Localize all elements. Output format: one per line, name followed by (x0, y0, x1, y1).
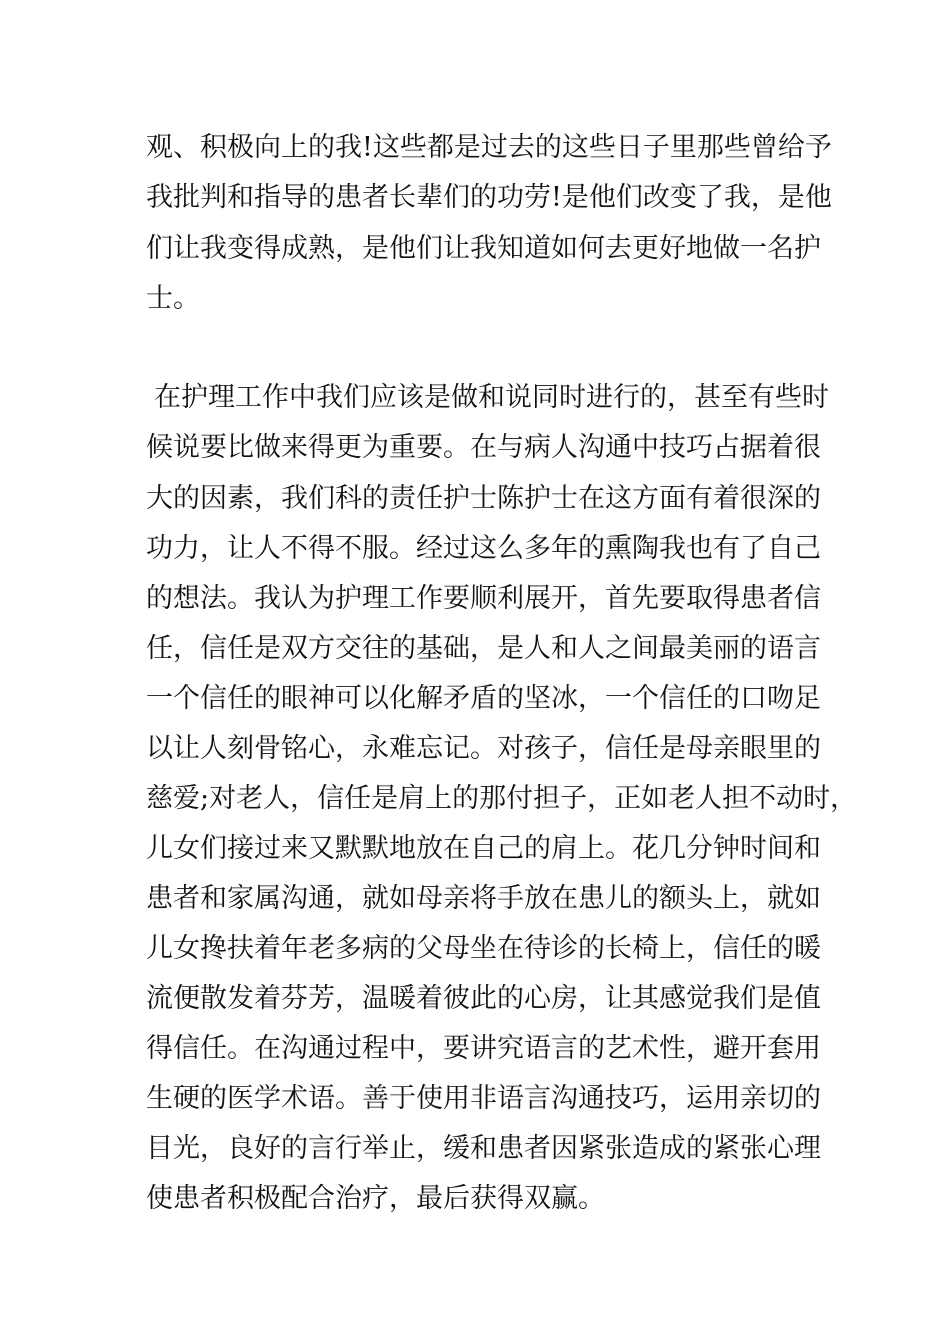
text-line: 大的因素，我们科的责任护士陈护士在这方面有着很深的 (146, 483, 821, 514)
text-line: 得信任。在沟通过程中，要讲究语言的艺术性，避开套用 (146, 1033, 821, 1064)
text-line: 功力，让人不得不服。经过这么多年的熏陶我也有了自己 (146, 533, 821, 564)
text-line: 患者和家属沟通，就如母亲将手放在患儿的额头上，就如 (146, 883, 821, 914)
text-line: 我批判和指导的患者长辈们的功劳!是他们改变了我，是他 (146, 182, 832, 213)
text-line: 的想法。我认为护理工作要顺利展开，首先要取得患者信 (146, 583, 821, 614)
text-line: 观、积极向上的我!这些都是过去的这些日子里那些曾给予 (146, 132, 832, 163)
text-line: 以让人刻骨铭心，永难忘记。对孩子，信任是母亲眼里的 (146, 733, 821, 764)
text-line: 在护理工作中我们应该是做和说同时进行的，甚至有些时 (154, 382, 829, 413)
text-line: 慈爱;对老人，信任是肩上的那付担子，正如老人担不动时， (146, 783, 858, 814)
text-line: 儿女搀扶着年老多病的父母坐在待诊的长椅上，信任的暖 (146, 933, 821, 964)
text-line: 目光，良好的言行举止，缓和患者因紧张造成的紧张心理 (146, 1133, 821, 1164)
text-line: 任，信任是双方交往的基础，是人和人之间最美丽的语言 (146, 633, 821, 664)
text-line: 们让我变得成熟，是他们让我知道如何去更好地做一名护 (146, 233, 821, 264)
text-line: 使患者积极配合治疗，最后获得双赢。 (146, 1183, 605, 1214)
text-line: 儿女们接过来又默默地放在自己的肩上。花几分钟时间和 (146, 833, 821, 864)
text-line: 候说要比做来得更为重要。在与病人沟通中技巧占据着很 (146, 432, 821, 463)
text-line: 士。 (146, 283, 200, 314)
text-line: 流便散发着芬芳，温暖着彼此的心房，让其感觉我们是值 (146, 983, 821, 1014)
text-line: 一个信任的眼神可以化解矛盾的坚冰，一个信任的口吻足 (146, 683, 821, 714)
text-line: 生硬的医学术语。善于使用非语言沟通技巧，运用亲切的 (146, 1083, 821, 1114)
